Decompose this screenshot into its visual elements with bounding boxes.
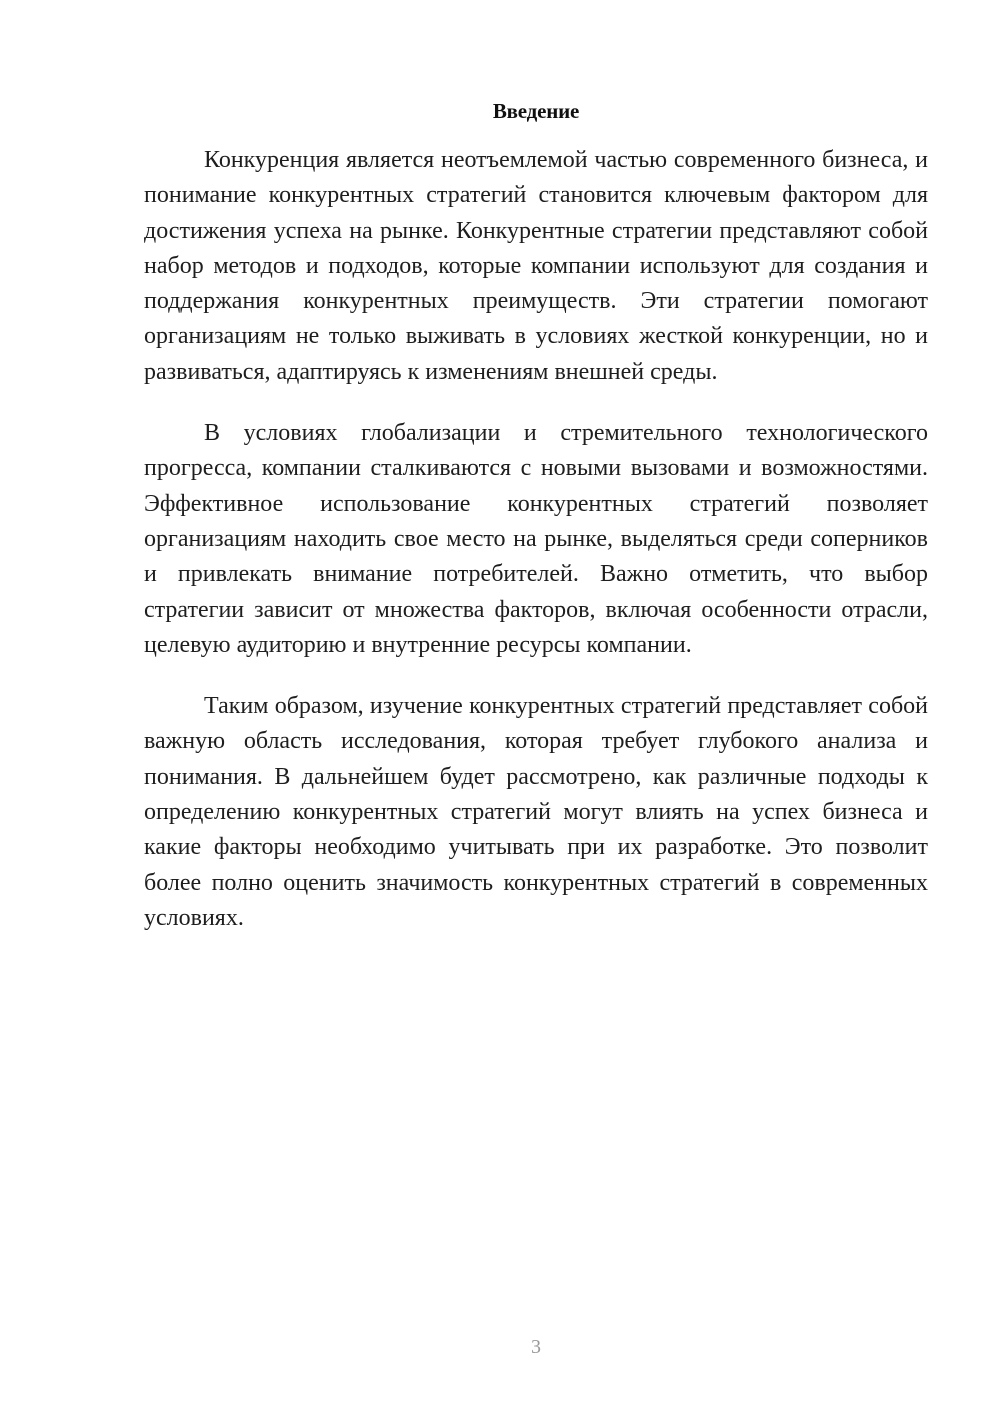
- page-number: 3: [531, 1336, 541, 1358]
- paragraph-2: В условиях глобализации и стремительного технологического прогресса, компании сталкиваются с новыми вызовами и возможностями. Эффективное использование конкурентных стратегий позволяет организациям находить свое место на рынке, выделяться среди соперников и привлекать внимание потребителей. Важно отметить, что выбор стратегии зависит от множества факторов, включая особенности отрасли, целевую аудиторию и внутренние ресурсы компании.: [144, 420, 928, 658]
- paragraph-3: Таким образом, изучение конкурентных стратегий представляет собой важную область исследования, которая требует глубокого анализа и понимания. В дальнейшем будет рассмотрено, как различные подходы к определению конкурентных стратегий могут влиять на успех бизнеса и какие факторы необходимо учитывать при их разработке. Это позволит более полно оценить значимость конкурентных стратегий в современных условиях.: [144, 693, 928, 931]
- body-text: [144, 143, 928, 936]
- section-heading: Введение: [492, 99, 580, 123]
- paragraph-1: Конкуренция является неотъемлемой частью современного бизнеса, и понимание конкурентных стратегий становится ключевым фактором для достижения успеха на рынке. Конкурентные стратегии представляют собой набор методов и подходов, которые компании используют для создания и поддержания конкурентных преимуществ. Эти стратегии помогают организациям не только выживать в условиях жесткой конкуренции, но и развиваться, адаптируясь к изменениям внешней среды.: [144, 147, 928, 385]
